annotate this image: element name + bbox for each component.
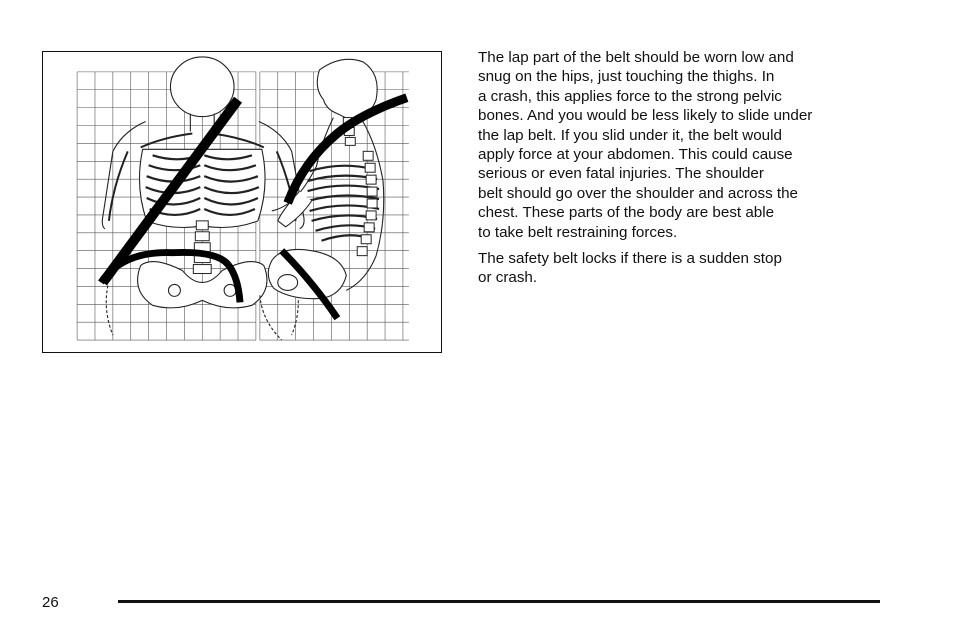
text-line: serious or even fatal injuries. The shoulder [478,165,764,183]
text-line: chest. These parts of the body are best able [478,204,775,222]
text-line: the lap belt. If you slid under it, the belt would [478,126,782,144]
body-text [478,48,888,295]
text-line: apply force at your abdomen. This could cause [478,146,793,164]
text-line: The safety belt locks if there is a sudden stop [478,250,782,268]
page-number: 26 [42,594,59,611]
seat-belt-skeleton-illustration [42,51,442,353]
text-line: snug on the hips, just touching the thighs. In [478,68,775,86]
text-line: bones. And you would be less likely to slide under [478,107,813,125]
paragraph-belt-locks [478,249,888,288]
front-skeleton [102,57,304,335]
footer-rule [118,600,880,603]
paragraph-lap-belt [478,48,888,242]
text-line: or crash. [478,269,538,287]
text-line: The lap part of the belt should be worn low and [478,49,794,66]
text-line: to take belt restraining forces. [478,223,678,241]
text-line: belt should go over the shoulder and across the [478,184,798,202]
text-line: a crash, this applies force to the strong pelvic [478,87,782,105]
